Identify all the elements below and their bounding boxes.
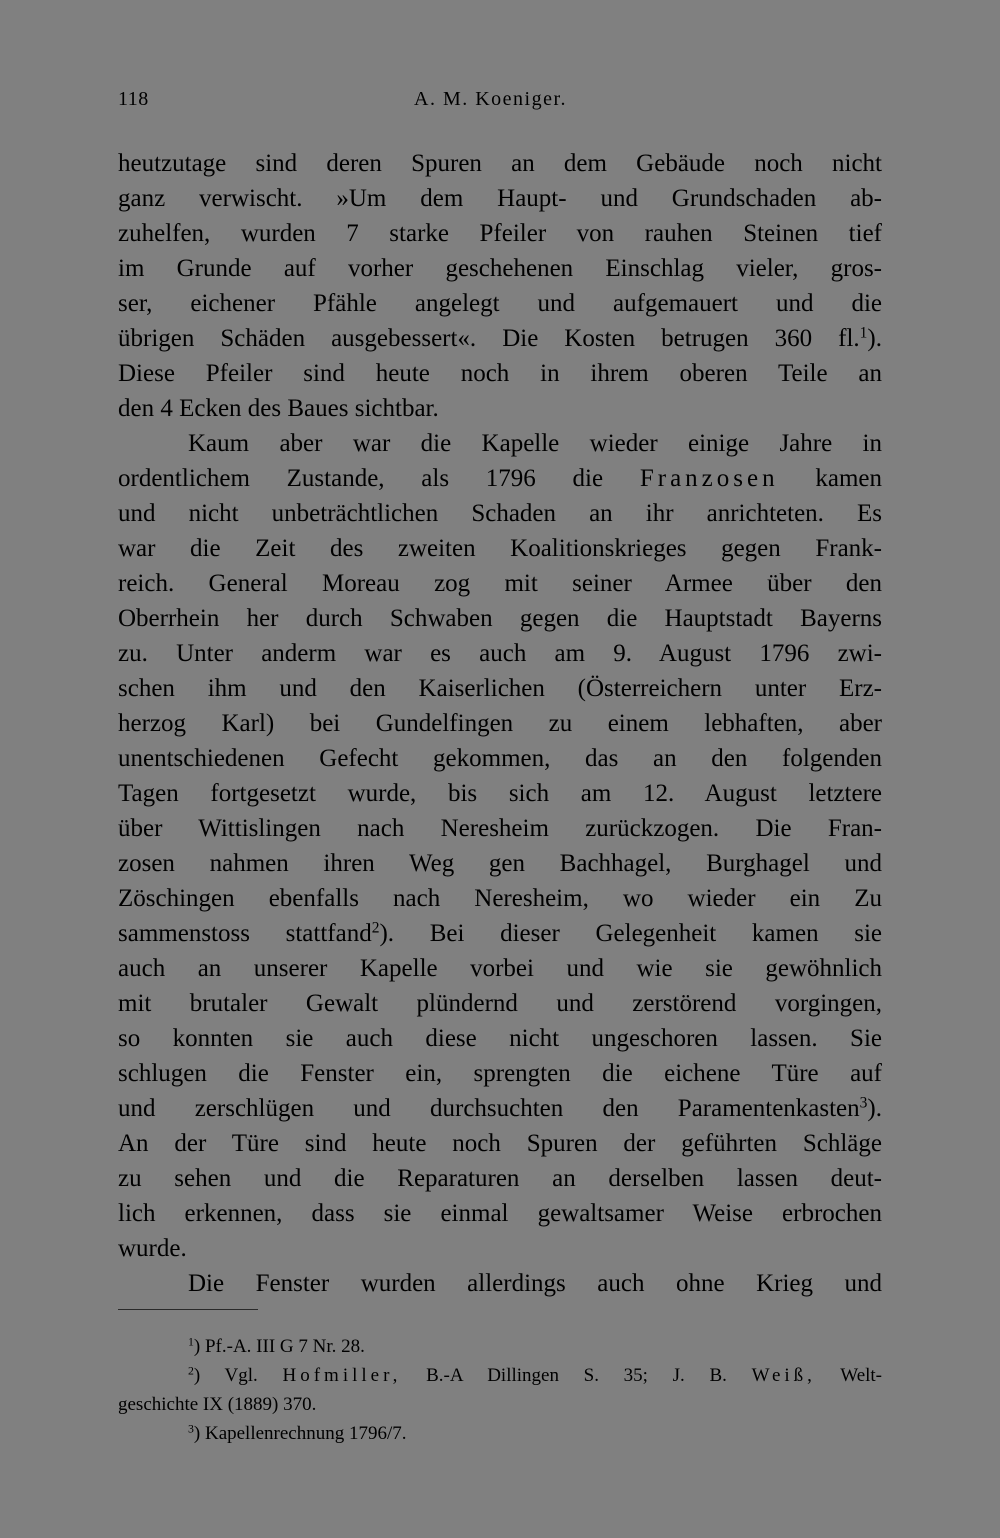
text-line: über Wittislingen nach Neresheim zurückzogen. Die Fran- <box>118 815 882 842</box>
text-line: zuhelfen, wurden 7 starke Pfeiler von rauhen Steinen tief <box>118 220 882 247</box>
footnote-reference: 2 <box>371 919 380 937</box>
text-line: unentschiedenen Gefecht gekommen, das an den folgenden <box>118 745 882 772</box>
text-segment: übrigen Schäden ausgebessert«. Die Kosten betrugen 360 fl. <box>118 325 860 352</box>
text-line <box>118 916 882 951</box>
text-line: An der Türe sind heute noch Spuren der geführten Schläge <box>118 1130 882 1157</box>
body-text <box>118 146 882 1301</box>
footnote-1 <box>118 1332 882 1361</box>
footnote-text: ) Pf.-A. III G 7 Nr. 28. <box>193 1336 365 1357</box>
text-line: schlugen die Fenster ein, sprengten die eichene Türe auf <box>118 1060 882 1087</box>
text-line: Kaum aber war die Kapelle wieder einige Jahre in <box>188 430 882 457</box>
spaced-word: Franzosen <box>639 465 779 492</box>
text-segment: ). <box>867 1095 882 1122</box>
text-line: zu. Unter anderm war es auch am 9. August 1796 zwi- <box>118 640 882 667</box>
text-line: wurde. <box>118 1235 187 1262</box>
text-line: schen ihm und den Kaiserlichen (Österreichern unter Erz- <box>118 675 882 702</box>
page-header <box>118 88 882 118</box>
text-line: Oberrhein her durch Schwaben gegen die Hauptstadt Bayerns <box>118 605 882 632</box>
text-line: reich. General Moreau zog mit seiner Armee über den <box>118 570 882 597</box>
text-line: zu sehen und die Reparaturen an derselben lassen deut- <box>118 1165 882 1192</box>
page-number: 118 <box>118 88 149 110</box>
text-line: mit brutaler Gewalt plündernd und zerstörend vorgingen, <box>118 990 882 1017</box>
footnote-text: ) Vgl. <box>193 1365 258 1386</box>
text-line: heutzutage sind deren Spuren an dem Gebäude noch nicht <box>118 150 882 177</box>
footnote-text: B.-A Dillingen S. 35; J. B. <box>426 1365 727 1386</box>
text-line: den 4 Ecken des Baues sichtbar. <box>118 395 439 422</box>
running-head: A. M. Koeniger. <box>414 88 568 110</box>
text-segment: sammenstoss stattfand <box>118 920 372 947</box>
text-line: im Grunde auf vorher geschehenen Einschlag vieler, gros- <box>118 255 882 282</box>
footnote-text: ) Kapellenrechnung 1796/7. <box>193 1423 407 1444</box>
text-line: herzog Karl) bei Gundelfingen zu einem lebhaften, aber <box>118 710 882 737</box>
footnote-divider <box>118 1309 258 1310</box>
footnote-author: Weiß, <box>751 1365 816 1386</box>
text-line: ser, eichener Pfähle angelegt und aufgemauert und die <box>118 290 882 317</box>
footnote-marker: 3 <box>188 1422 194 1436</box>
footnote-marker: 1 <box>188 1335 194 1349</box>
footnote-reference: 1 <box>859 324 868 342</box>
text-line: und nicht unbeträchtlichen Schaden an ihr anrichteten. Es <box>118 500 882 527</box>
footnote-marker: 2 <box>188 1364 194 1378</box>
text-line: zosen nahmen ihren Weg gen Bachhagel, Burghagel und <box>118 850 882 877</box>
text-line: Zöschingen ebenfalls nach Neresheim, wo wieder ein Zu <box>118 885 882 912</box>
text-line: lich erkennen, dass sie einmal gewaltsamer Weise erbrochen <box>118 1200 882 1227</box>
text-line: Diese Pfeiler sind heute noch in ihrem oberen Teile an <box>118 360 882 387</box>
text-line <box>118 1091 882 1126</box>
text-segment: und zerschlügen und durchsuchten den Paramentenkasten <box>118 1095 860 1122</box>
text-segment: kamen <box>815 465 882 492</box>
footnote-2 <box>118 1361 882 1390</box>
text-line: war die Zeit des zweiten Koalitionskrieges gegen Frank- <box>118 535 882 562</box>
text-line: Die Fenster wurden allerdings auch ohne Krieg und <box>188 1270 882 1297</box>
text-line: so konnten sie auch diese nicht ungeschoren lassen. Sie <box>118 1025 882 1052</box>
text-segment: ). Bei dieser Gelegenheit kamen sie <box>379 920 883 947</box>
text-line: ganz verwischt. »Um dem Haupt- und Grundschaden ab- <box>118 185 882 212</box>
text-segment: ). <box>867 325 882 352</box>
footnote-text: Welt- <box>840 1365 883 1386</box>
text-line <box>118 321 882 356</box>
text-line: auch an unserer Kapelle vorbei und wie sie gewöhnlich <box>118 955 882 982</box>
text-segment: ordentlichem Zustande, als 1796 die <box>118 465 604 492</box>
footnote-2-continuation: geschichte IX (1889) 370. <box>118 1394 317 1415</box>
footnote-reference: 3 <box>859 1094 868 1112</box>
text-line <box>118 461 882 496</box>
text-line: Tagen fortgesetzt wurde, bis sich am 12. August letztere <box>118 780 882 807</box>
footnote-author: Hofmiller, <box>282 1365 402 1386</box>
footnotes <box>118 1332 882 1448</box>
footnote-3 <box>118 1419 882 1448</box>
